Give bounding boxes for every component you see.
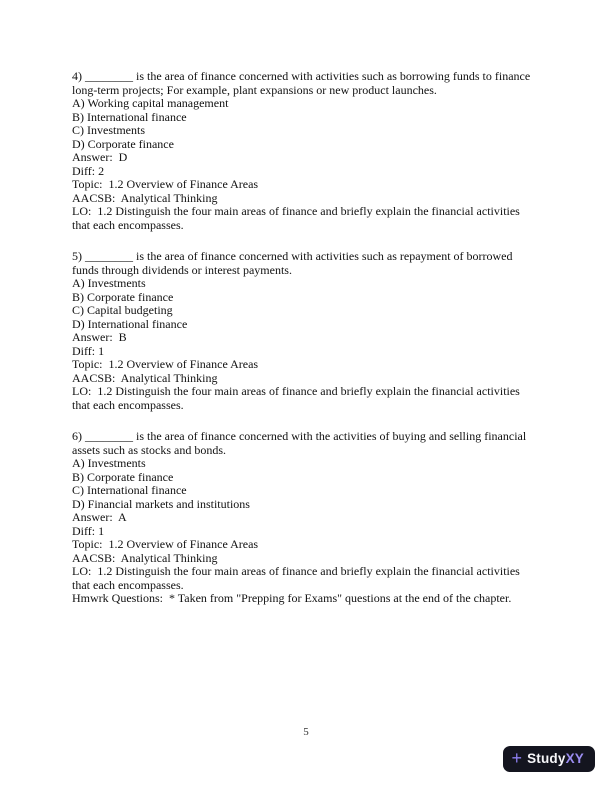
question-meta-line: LO: 1.2 Distinguish the four main areas of finance and briefly explain the financial activities [72,204,520,218]
question-stem-line: assets such as stocks and bonds. [72,442,226,457]
answer-choice: D) International finance [72,316,188,331]
question-meta-line: Answer: B [72,330,127,344]
plus-icon: + [511,748,523,768]
answer-choice: B) International finance [72,109,187,124]
question-stem-line: long-term projects; For example, plant expansions or new product launches. [72,82,437,97]
question-meta-line: LO: 1.2 Distinguish the four main areas of finance and briefly explain the financial activities [72,384,520,398]
question-stem-line: 5) ________ is the area of finance concerned with activities such as repayment of borrowed [72,249,513,263]
logo-text-accent: XY [565,751,584,767]
question-block [72,250,544,412]
question-stem-line: funds through dividends or interest payments. [72,262,292,277]
answer-choice: B) Corporate finance [72,469,174,484]
questions-container [72,70,544,624]
question-meta-line: Topic: 1.2 Overview of Finance Areas [72,537,259,551]
question-meta-line: AACSB: Analytical Thinking [72,550,218,565]
logo-text-primary: Study [527,751,566,767]
question-meta-line: Answer: A [72,510,127,524]
answer-choice: C) Investments [72,123,145,137]
question-meta-line: Topic: 1.2 Overview of Finance Areas [72,357,259,371]
answer-choice: D) Corporate finance [72,136,174,151]
answer-choice: D) Financial markets and institutions [72,496,250,511]
question-meta-line: LO: 1.2 Distinguish the four main areas of finance and briefly explain the financial activities [72,564,520,578]
answer-choice: A) Working capital management [72,96,229,110]
answer-choice: B) Corporate finance [72,289,174,304]
question-meta-line: AACSB: Analytical Thinking [72,370,218,385]
question-meta-line: AACSB: Analytical Thinking [72,190,218,205]
page-number: 5 [303,726,309,738]
studyxy-logo[interactable] [503,746,595,772]
question-meta-line: Diff: 1 [72,523,105,538]
answer-choice: A) Investments [72,276,146,290]
answer-choice: C) International finance [72,483,187,497]
question-meta-line: Answer: D [72,150,128,164]
question-stem-line: 4) ________ is the area of finance concerned with activities such as borrowing funds to finance [72,69,531,83]
question-block [72,70,544,232]
question-meta-line: that each encompasses. [72,217,184,232]
question-stem-line: 6) ________ is the area of finance concerned with the activities of buying and selling financial [72,429,527,443]
question-meta-line: Topic: 1.2 Overview of Finance Areas [72,177,259,191]
question-meta-line: that each encompasses. [72,577,184,592]
question-meta-line: Hmwrk Questions: * Taken from "Prepping for Exams" questions at the end of the chapter. [72,591,512,605]
answer-choice: C) Capital budgeting [72,303,173,317]
answer-choice: A) Investments [72,456,146,470]
question-meta-line: Diff: 2 [72,163,105,178]
question-meta-line: Diff: 1 [72,343,105,358]
question-block [72,430,544,606]
question-meta-line: that each encompasses. [72,397,184,412]
